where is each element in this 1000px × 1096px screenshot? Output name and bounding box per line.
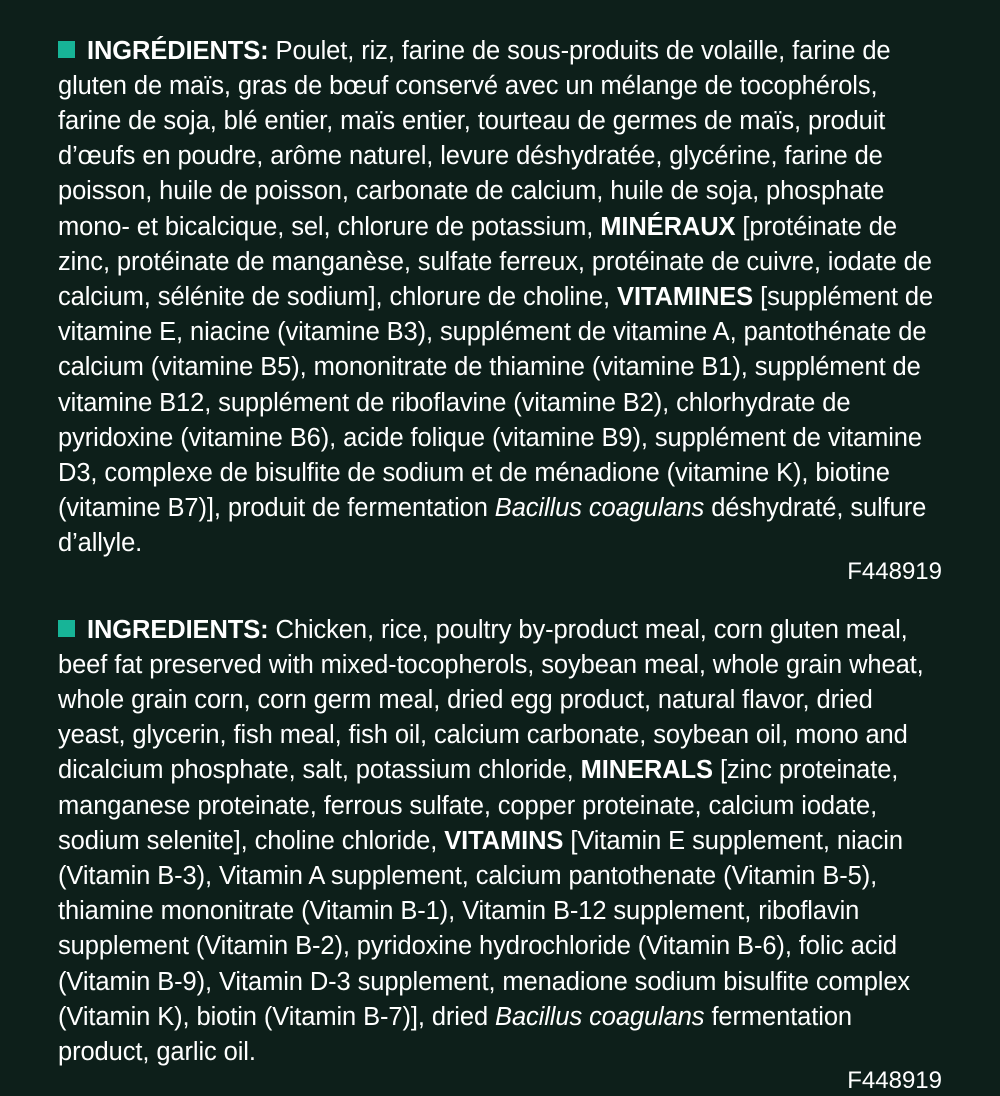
ingredients-section-french [58,34,942,588]
ingredients-body-french [58,37,933,558]
ingredients-body-english [58,616,924,1066]
ingredients-text-run: déshydraté, sulfure d’allyle. [58,494,927,558]
ingredients-emphasis: MINÉRAUX [600,212,736,241]
ingredients-text-run: [protéinate de zinc, protéinate de manganèse, sulfate ferreux, protéinate de cuivre, iodate de calcium, sélénite de sodium], chlorure de choline, [58,212,932,311]
ingredients-section-english [58,613,942,1096]
bullet-square-icon [58,620,75,637]
ingredients-heading-french: INGRÉDIENTS: [87,36,269,65]
ingredients-text-run: fermentation product, garlic oil. [58,1002,852,1066]
ingredients-species-name: Bacillus coagulans [494,494,705,523]
ingredients-paragraph-english [58,613,942,1071]
ingredients-text-run: [zinc proteinate, manganese proteinate, ferrous sulfate, copper proteinate, calcium iodate, sodium selenite], choline chloride, [58,756,899,855]
ingredients-emphasis: VITAMINES [617,282,754,311]
product-code-french: F448919 [847,558,942,586]
ingredients-text-run: Chicken, rice, poultry by-product meal, corn gluten meal, beef fat preserved with mixed-tocopherols, soybean meal, whole grain wheat, whole grain corn, corn germ meal, dried egg product, natural flavor, dried yeast, glycerin, fish meal, fish oil, calcium carbonate, soybean oil, mono and dicalcium phosphate, salt, potassium chloride, [58,615,924,785]
ingredients-paragraph-french [58,34,942,562]
ingredients-emphasis: MINERALS [580,756,713,785]
bullet-square-icon [58,41,75,58]
product-code-english: F448919 [847,1066,942,1094]
ingredients-heading-english: INGREDIENTS: [87,615,269,644]
ingredients-text-run: [supplément de vitamine E, niacine (vitamine B3), supplément de vitamine A, pantothénate de calcium (vitamine B5), mononitrate de thiamine (vitamine B1), supplément de vitamine B12, supplément de riboflavine (vitamine B2), chlorhydrate de pyridoxine (vitamine B6), acide folique (vitamine B9), supplément de vitamine D3, complexe de bisulfite de sodium et de ménadione (vitamine K), biotine (vitamine B7)], produit de fermentation [58,282,934,523]
ingredients-text-run: [Vitamin E supplement, niacin (Vitamin B-3), Vitamin A supplement, calcium pantothenate (Vitamin B-5), thiamine mononitrate (Vitamin B-1), Vitamin B-12 supplement, riboflavin supplement (Vitamin B-2), pyridoxine hydrochloride (Vitamin B-6), folic acid (Vitamin B-9), Vitamin D-3 supplement, menadione sodium bisulfite complex (Vitamin K), biotin (Vitamin B-7)], dried [58,826,911,1031]
ingredients-text-run: Poulet, riz, farine de sous-produits de volaille, farine de gluten de maïs, gras de bœuf conservé avec un mélange de tocophérols, farine de soja, blé entier, maïs entier, tourteau de germes de maïs, produit d’œufs en poudre, arôme naturel, levure déshydratée, glycérine, farine de poisson, huile de poisson, carbonate de calcium, huile de soja, phosphate mono- et bicalcique, sel, chlorure de potassium, [58,36,891,241]
ingredients-species-name: Bacillus coagulans [495,1002,705,1031]
ingredients-emphasis: VITAMINS [444,826,564,855]
